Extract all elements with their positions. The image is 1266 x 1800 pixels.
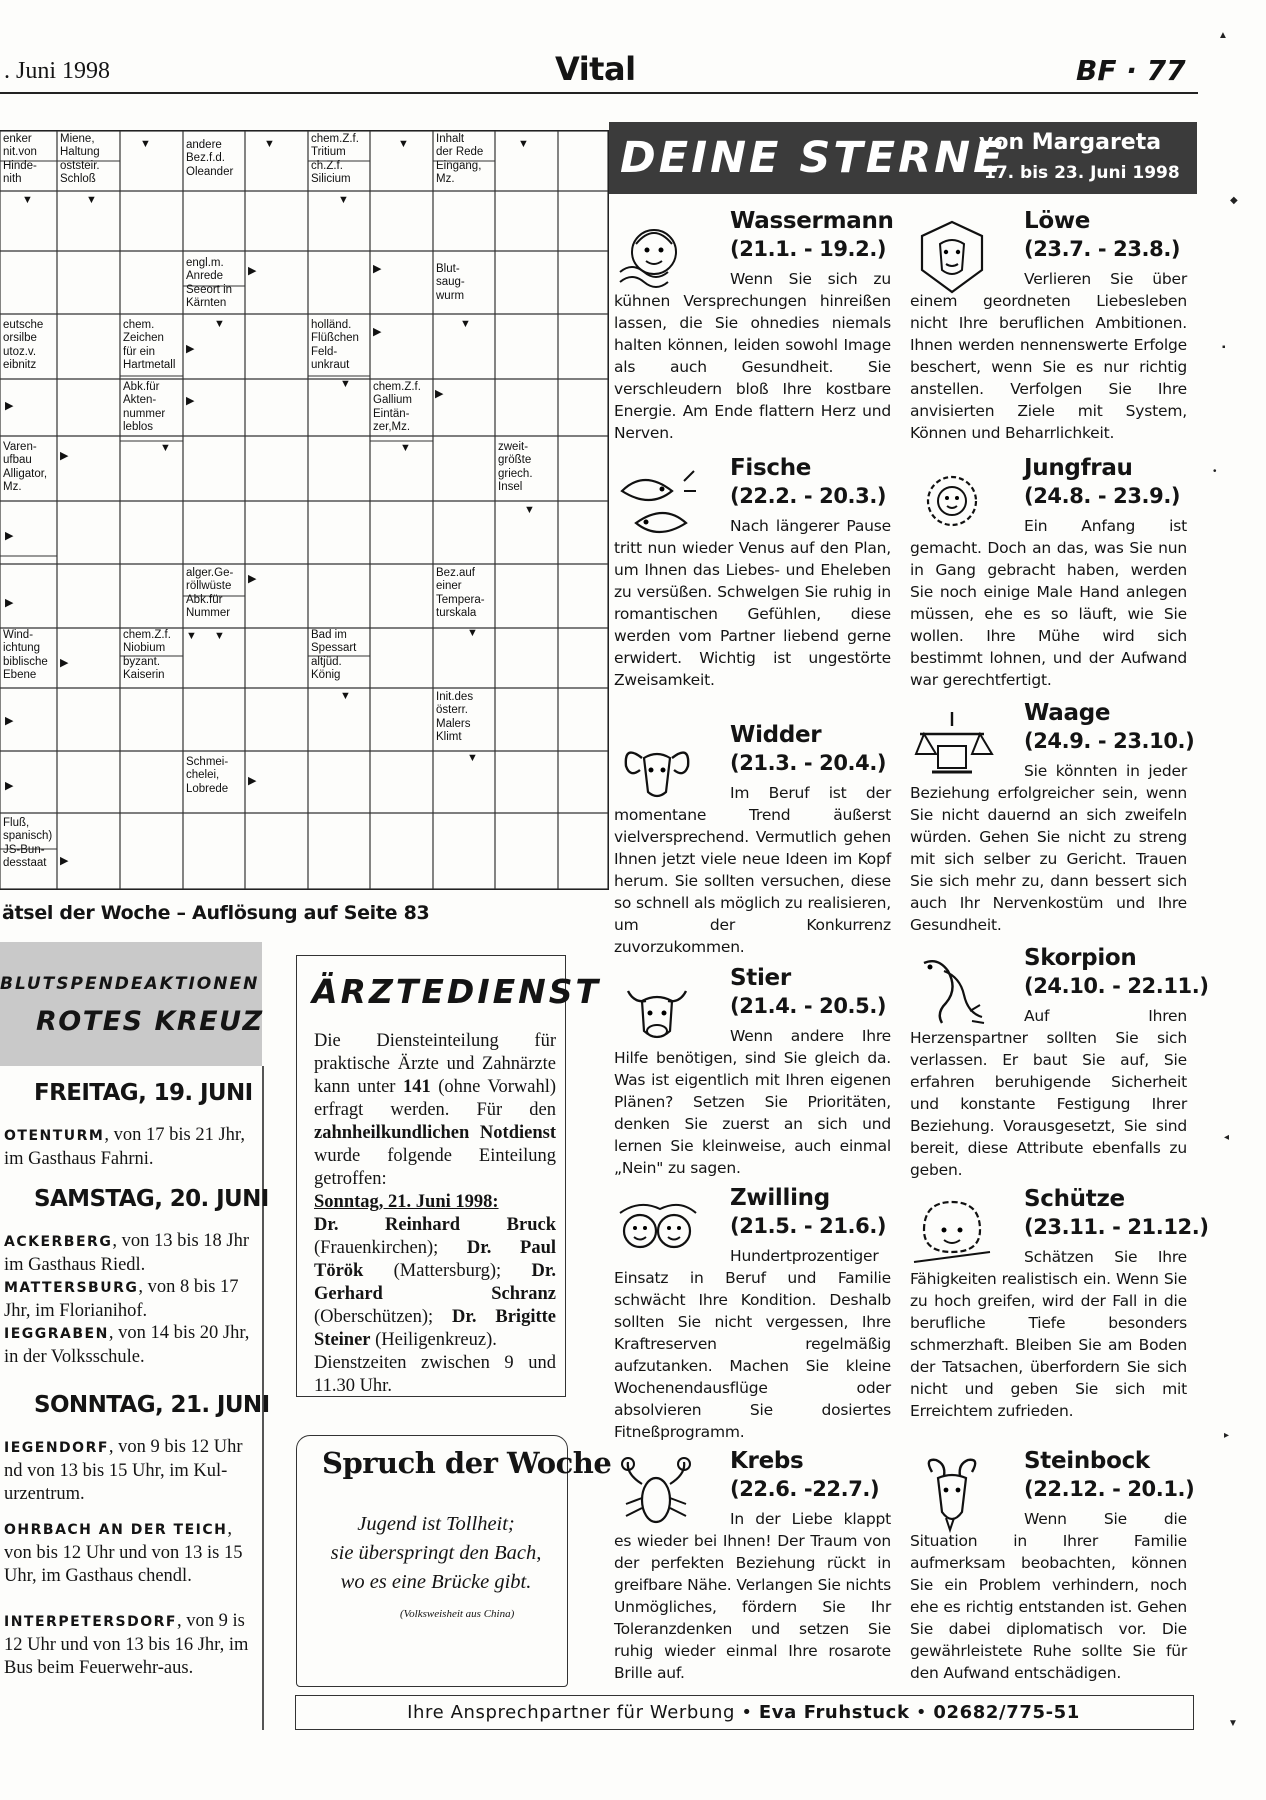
clue-arrow-icon: ▶: [373, 263, 382, 275]
doctor-place: (Oberschützen);: [314, 1307, 453, 1327]
crossword-clue: enker nit.von Hinde- nith: [3, 133, 37, 186]
sign-dates: (23.11. - 21.12.): [1024, 1215, 1209, 1239]
blood-time: , von 8 bis 17 Jhr, im Florianihof.: [4, 1277, 239, 1321]
sign-name: Steinbock: [1024, 1448, 1150, 1474]
clue-arrow-icon: ▼: [140, 138, 151, 150]
clue-arrow-icon: ▶: [373, 326, 382, 338]
footer-text: [295, 1702, 1192, 1723]
doctor-name: Dr. Paul Török: [314, 1238, 557, 1281]
crossword-clue: Schmei- chelei, Lobrede: [186, 756, 229, 795]
crossword-clue: Bad im Spessart altjüd. König: [311, 629, 357, 682]
sign-name: Löwe: [1024, 208, 1091, 234]
clue-arrow-icon: ▶: [186, 343, 195, 355]
blood-entry: [4, 1124, 254, 1171]
crossword-clue: Varen- ufbau Alligator, Mz.: [3, 441, 48, 494]
doctor-name: Dr. Reinhard Bruck: [314, 1215, 556, 1235]
blood-place: IEGGRABEN: [4, 1326, 109, 1342]
blood-time: , von 9 bis 12 Uhr nd von 13 bis 15 Uhr, im Kul-urzentrum.: [4, 1437, 243, 1504]
blood-entry: [4, 1436, 254, 1506]
blood-time: , von bis 12 Uhr und von 13 is 15 Uhr, im Gasthaus chendl.: [4, 1519, 243, 1586]
sign-name: Skorpion: [1024, 945, 1137, 971]
clue-arrow-icon: ▼: [264, 138, 275, 150]
crossword-clue: alger.Ge- röllwüste Abk.für Nummer: [186, 567, 234, 620]
sign-text: Ein Anfang ist gemacht. Doch an das, was Sie nun in Gang gebracht haben, werden Sie noch einige Male Hand anlegen müssen, ehe es so läuft, wie Sie wollen. Ihre Mühe wird sich bestimmt lohnen, und der Aufwand war gerechtfertigt.: [910, 517, 1187, 689]
sign-name: Zwilling: [730, 1185, 830, 1211]
crossword-lines: [0, 131, 608, 889]
spruch-line: Jugend ist Tollheit;: [357, 1513, 515, 1535]
section-title: Vital: [555, 50, 636, 88]
arzt-hours: Dienstzeiten zwischen 9 und 11.30 Uhr.: [314, 1353, 556, 1396]
aerztedienst-text: [314, 1030, 556, 1398]
clue-arrow-icon: ▼: [338, 194, 349, 206]
scan-speck: ◂: [1224, 1132, 1230, 1143]
blood-time: , von 13 bis 18 Jhr im Gasthaus Riedl.: [4, 1231, 250, 1275]
arzt-phone: 141: [402, 1077, 431, 1097]
sign-name: Krebs: [730, 1448, 804, 1474]
clue-arrow-icon: ▶: [60, 855, 69, 867]
page-number: BF · 77: [1076, 54, 1186, 87]
arzt-date: Sonntag, 21. Juni 1998:: [314, 1192, 499, 1212]
scan-speck: ◆: [1230, 195, 1238, 206]
sign-text: Hundertprozentiger Einsatz in Beruf und Familie schwächt Ihre Kondition. Deshalb sollten Sie nicht vergessen, Ihre Kraftreserven regelmäßig aufzutanken. Machen Sie kleine Wochenendausflüge oder absolvieren Sie dosiertes Fitneßprogramm.: [614, 1247, 891, 1441]
clue-arrow-icon: ▶: [60, 450, 69, 462]
arzt-intro: Die Diensteinteilung für praktische Ärzte und Zahnärzte kann unter: [314, 1031, 556, 1097]
sign-dates: (22.12. - 20.1.): [1024, 1477, 1195, 1501]
clue-arrow-icon: ▼: [340, 378, 351, 390]
clue-arrow-icon: ▶: [5, 597, 14, 609]
spruch-line: sie überspringt den Bach,: [330, 1542, 542, 1564]
sign-dates: (21.4. - 20.5.): [730, 994, 887, 1018]
clue-arrow-icon: ▼: [340, 690, 351, 702]
header-rule: [0, 92, 1198, 94]
blood-time: , von 9 is 12 Uhr und von 13 bis 16 Jhr, im Bus beim Feuerwehr-aus.: [4, 1611, 249, 1678]
sign-text: Wenn andere Ihre Hilfe benötigen, sind Sie gleich da. Was ist eigentlich mit Ihren eigenen Plänen? Setzen Sie Prioritäten, denken Sie zuerst an sich und lernen Sie kleinweise, auch einmal „Nein" zu sagen.: [614, 1027, 891, 1177]
clue-arrow-icon: ▶: [248, 265, 257, 277]
clue-arrow-icon: ▼: [460, 318, 471, 330]
blood-place: MATTERSBURG: [4, 1280, 139, 1296]
arzt-bold: zahnheilkundlichen Notdienst: [314, 1123, 556, 1143]
sign-text: Auf Ihren Herzenspartner sollten Sie sich verlassen. Er baut Sie auf, Sie erfahren beruhigende Sicherheit und konstante Festigung Ihrer Beziehung. Vorausgesetzt, Sie sind bereit, diese Attribute ebenfalls zu geben.: [910, 1007, 1187, 1179]
horoscope-author: von Margareta: [979, 130, 1162, 155]
scan-speck: ▸: [1224, 1430, 1230, 1441]
spruch-line: wo es eine Brücke gibt.: [340, 1571, 532, 1593]
clue-arrow-icon: ▶: [5, 715, 14, 727]
arzt-intro3: wurde folgende Einteilung getroffen:: [314, 1146, 556, 1189]
sign-text: Wenn Sie sich zu kühnen Versprechungen hinreißen lassen, die Sie ohnedies niemals halten können, leiden sowohl Image als auch Gesundheit. Sie verschleudern bloß Ihre kostbare Energie. Am Ende flattern Herz und Nerven.: [614, 270, 891, 442]
sign-name: Widder: [730, 722, 822, 748]
blood-time: , von 17 bis 21 Jhr, im Gasthaus Fahrni.: [4, 1125, 245, 1169]
sign-name: Stier: [730, 965, 791, 991]
blood-place: OTENTURM: [4, 1128, 105, 1144]
clue-arrow-icon: ▼: [160, 442, 171, 454]
blood-place: INTERPETERSDORF: [4, 1614, 177, 1630]
crossword-clue: andere Bez.f.d. Oleander: [186, 139, 234, 178]
blood-subtitle: BLUTSPENDEAKTIONEN: [0, 974, 260, 994]
clue-arrow-icon: ▶: [248, 573, 257, 585]
sign-name: Jungfrau: [1024, 455, 1133, 481]
scan-speck: ▼: [1228, 1718, 1238, 1729]
sign-dates: (22.2. - 20.3.): [730, 484, 887, 508]
scan-speck: •: [1213, 466, 1217, 477]
footer-sep: •: [915, 1702, 928, 1723]
crossword-clue: chem. Zeichen für ein Hartmetall: [123, 319, 176, 372]
spruch-source: (Volksweisheit aus China): [400, 1608, 515, 1620]
footer-name: Eva Fruhstuck: [758, 1702, 910, 1723]
doctor-place: (Frauenkirchen);: [314, 1238, 467, 1258]
issue-date: . Juni 1998: [4, 58, 111, 84]
sign-dates: (23.7. - 23.8.): [1024, 237, 1181, 261]
blood-day-heading: FREITAG, 19. JUNI: [34, 1080, 253, 1106]
blood-title: ROTES KREUZ: [36, 1006, 264, 1037]
clue-arrow-icon: ▼: [467, 627, 478, 639]
crossword-caption: ätsel der Woche – Auflösung auf Seite 83: [2, 902, 430, 924]
sign-name: Wassermann: [730, 208, 894, 234]
crossword-clue: Bez.auf einer Tempera- turskala: [436, 567, 485, 620]
sign-text: In der Liebe klappt es wieder bei Ihnen! Der Traum von der perfekten Beziehung rückt in greifbare Nähe. Verlangen Sie nichts Unmögliches, fördern Sie Ihr Toleranzdenken und setzen Sie ruhig wieder einmal Ihre rosarote Brille auf.: [614, 1510, 891, 1682]
footer-sep: •: [741, 1702, 753, 1723]
sign-text: Wenn Sie die Situation in Ihrer Familie aufmerksam beobachten, können Sie ein Problem verhindern, noch ehe es richtig entstanden ist. Gehen Sie dabei diplomatisch vor. Die gewährleistete Ruhe sollte Sie für den Aufwand entschädigen.: [910, 1510, 1187, 1682]
aerztedienst-title: ÄRZTEDIENST: [312, 972, 602, 1011]
clue-arrow-icon: ▶: [435, 388, 444, 400]
blood-place: IEGENDORF: [4, 1440, 109, 1456]
clue-arrow-icon: ▼: [214, 318, 225, 330]
footer-phone: 02682/775-51: [933, 1702, 1080, 1723]
crossword-clue: eutsche orsilbe utoz.v. eibnitz: [3, 319, 44, 372]
sign-dates: (24.10. - 22.11.): [1024, 974, 1209, 998]
crossword-clue: holländ. Flüßchen Feld- unkraut: [311, 319, 359, 372]
sign-text: Nach längerer Pause tritt nun wieder Venus auf den Plan, um Ihnen das Liebes- und Eheleben zu versüßen. Schwelgen Sie ruhig in romantischen Gefühlen, diese werden vom Partner liebend gerne erwidert. Wichtig ist ungestörte Zweisamkeit.: [614, 517, 891, 689]
sign-name: Schütze: [1024, 1186, 1125, 1212]
clue-arrow-icon: ▶: [186, 395, 195, 407]
crossword-clue: chem.Z.f. Gallium Eintän- zer,Mz.: [373, 381, 421, 434]
clue-arrow-icon: ▶: [5, 400, 14, 412]
clue-arrow-icon: ▶: [5, 780, 14, 792]
spruch-text: [318, 1510, 554, 1597]
sign-dates: (22.6. -22.7.): [730, 1477, 880, 1501]
crossword-clue: chem.Z.f. Niobium byzant. Kaiserin: [123, 629, 171, 682]
crossword-clue: Blut- saug- wurm: [436, 263, 465, 302]
sign-name: Fische: [730, 455, 812, 481]
sign-name: Waage: [1024, 700, 1111, 726]
sign-dates: (21.1. - 19.2.): [730, 237, 887, 261]
blood-time: , von 14 bis 20 Jhr, in der Volksschule.: [4, 1323, 250, 1367]
clue-arrow-icon: ▶: [60, 657, 69, 669]
scan-speck: ▪: [1222, 342, 1226, 353]
clue-arrow-icon: ▼: [398, 138, 409, 150]
crossword-clue: Fluß, spanisch) JS-Bun- desstaat: [3, 817, 53, 870]
sign-dates: (21.5. - 21.6.): [730, 1214, 887, 1238]
spruch-title: Spruch der Woche: [322, 1446, 612, 1480]
clue-arrow-icon: ▶: [5, 530, 14, 542]
crossword-clue: engl.m. Anrede Seeort in Kärnten: [186, 257, 233, 310]
sign-text: Im Beruf ist der momentane Trend äußerst vielversprechend. Vermutlich gehen Ihnen jetzt viele neue Ideen im Kopf herum. Sie sollten versuchen, diese so schnell als möglich zu realisieren, um der Konkurrenz zuvorzukommen.: [614, 784, 891, 956]
clue-arrow-icon: ▼: [22, 194, 33, 206]
doctor-place: (Mattersburg);: [363, 1261, 532, 1281]
sign-dates: (21.3. - 20.4.): [730, 751, 887, 775]
sign-dates: (24.9. - 23.10.): [1024, 729, 1195, 753]
horoscope-date-range: 17. bis 23. Juni 1998: [984, 163, 1180, 183]
blood-header-band: [0, 942, 262, 1066]
sign-text: Sie könnten in jeder Beziehung erfolgreicher sein, wenn Sie nicht dauernd an sich zweifeln würden. Gehen Sie nicht zu streng mit sich selber zu Gericht. Trauen Sie sich mehr zu, dann bessert sich auch Ihr Nervenkostüm und Ihre Gesundheit.: [910, 762, 1187, 934]
crossword-grid: [0, 130, 609, 890]
sign-dates: (24.8. - 23.9.): [1024, 484, 1181, 508]
blood-day-heading: SAMSTAG, 20. JUNI: [34, 1186, 269, 1212]
blood-day-heading: SONNTAG, 21. JUNI: [34, 1392, 270, 1418]
crossword-clue: Miene, Haltung oststeir. Schloß: [60, 133, 100, 186]
sign-text: Schätzen Sie Ihre Fähigkeiten realistisch ein. Wenn Sie zu hoch greifen, wird der Fall in die berufliche Tiefe besonders schmerzhaft. Bleiben Sie am Boden der Tatsachen, überfordern Sie sich nicht und geben Sie sich mit Erreichtem zufrieden.: [910, 1248, 1187, 1420]
crossword-clue: Inhalt der Rede Eingang, Mz.: [436, 133, 484, 186]
blood-entry: [4, 1230, 254, 1277]
arzt-doctors: [314, 1215, 556, 1350]
crossword-clue: Abk.für Akten- nummer leblos: [123, 381, 166, 434]
clue-arrow-icon: ▼: [518, 138, 529, 150]
clue-arrow-icon: ▼: [186, 630, 197, 642]
clue-arrow-icon: ▼: [214, 630, 225, 642]
footer-label: Ihre Ansprechpartner für Werbung: [407, 1702, 735, 1723]
clue-arrow-icon: ▼: [524, 504, 535, 516]
blood-place: OHRBACH AN DER TEICH: [4, 1522, 228, 1538]
clue-arrow-icon: ▼: [400, 442, 411, 454]
doctor-name: Dr. Brigitte Steiner: [314, 1307, 556, 1350]
horoscope-title: DEINE STERNE: [620, 133, 1006, 183]
clue-arrow-icon: ▼: [467, 752, 478, 764]
blood-place: ACKERBERG: [4, 1234, 113, 1250]
clue-arrow-icon: ▼: [86, 194, 97, 206]
blood-entry: [4, 1322, 254, 1369]
sign-text: Verlieren Sie über einem geordneten Liebesleben nicht Ihre beruflichen Ambitionen. Ihnen werden nennenswerte Erfolge beschert, wenn Sie es nur richtig anstellen. Verfolgen Sie Ihre anvisierten Ziele mit System, Können und Beharrlichkeit.: [910, 270, 1187, 442]
crossword-clue: zweit- größte griech. Insel: [498, 441, 533, 494]
arzt-intro2: (ohne Vorwahl) erfragt werden. Für den: [314, 1077, 556, 1120]
doctor-name: Dr. Gerhard Schranz: [314, 1261, 556, 1304]
doctor-place: (Heiligenkreuz).: [370, 1330, 497, 1350]
crossword-clue: Init.des österr. Malers Klimt: [436, 691, 474, 744]
blood-entry: [4, 1276, 254, 1323]
blood-entry: [4, 1610, 254, 1680]
scan-speck: ▲: [1218, 30, 1228, 41]
clue-arrow-icon: ▶: [248, 775, 257, 787]
crossword-clue: Wind- ichtung biblische Ebene: [3, 629, 48, 682]
crossword-clue: chem.Z.f. Tritium ch.Z.f. Silicium: [311, 133, 359, 186]
blood-entry: [4, 1518, 254, 1588]
